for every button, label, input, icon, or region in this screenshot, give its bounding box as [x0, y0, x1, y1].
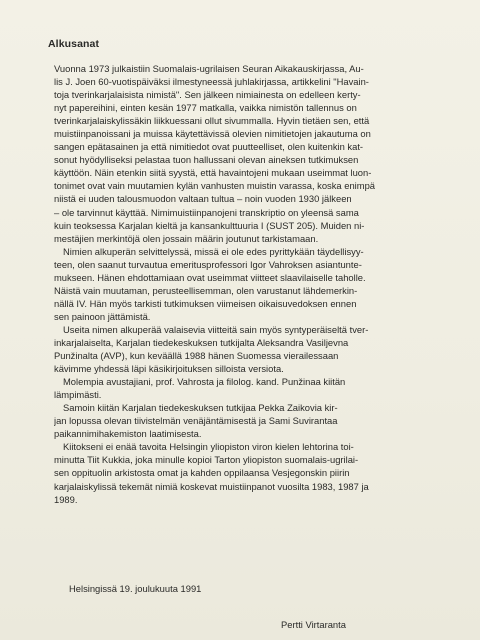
text-line: nyt papereihini, einten kesän 1977 matkalla, vaikka nimistön tallennus on [54, 102, 357, 114]
text-line: Nimien alkuperän selvittelyssä, missä ei ole edes pyrittykään täydellisyy- [63, 245, 364, 257]
text-line: sangen epätasainen ja että nimitiedot ovat puutteelliset, olen kuitenkin kat- [54, 141, 364, 153]
paragraph [54, 245, 441, 323]
text-line: teen, olen saanut turvautua emeritusprofessori Igor Vahroksen asiantunte- [54, 258, 362, 270]
text-line: Punžinalta (AVP), kun keväällä 1988 hänen Suomessa vierailessaan [54, 350, 339, 362]
text-line: minutta Tiit Kukkia, joka minulle kopioi Tarton yliopiston suomalais-ugrilai- [54, 454, 359, 466]
text-line: sonut hyödylliseksi pelastaa tuon hallussani olevan aineksen tutkimuksen [54, 154, 359, 166]
paragraph [54, 375, 441, 401]
text-line: sen painoon jättämistä. [54, 310, 151, 322]
text-line: Samoin kiitän Karjalan tiedekeskuksen tutkijaa Pekka Zaikovia kir- [63, 402, 338, 414]
text-line: toja tverinkarjalaisista nimistä". Sen jälkeen nimiainesta on edelleen kerty- [54, 89, 361, 101]
paragraph [54, 401, 441, 440]
text-line: Useita nimen alkuperää valaisevia viitteitä sain myös syntyperäiseltä tver- [63, 323, 369, 335]
text-line: käyttöön. Näin etenkin siitä syystä, että havaintojeni mukaan useimmat luon- [54, 167, 372, 179]
text-line: mestäjien merkintöjä olen jossain määrin joutunut tarkistamaan. [54, 232, 319, 244]
text-line: Molempia avustajiani, prof. Vahrosta ja filolog. kand. Punžinaa kiitän [63, 376, 346, 388]
text-line: lämpimästi. [54, 389, 102, 401]
paragraph [54, 440, 441, 505]
text-line: mukseen. Hänen ehdottamiaan ovat useimmat viitteet slaavilaiselle taholle. [54, 271, 366, 283]
text-line: Näistä vain muutaman, perusteellisemman, olen varustanut lähdemerkin- [54, 284, 358, 296]
paragraph [54, 323, 441, 375]
text-line: inkarjalaiselta, Karjalan tiedekeskuksen tutkijalta Aleksandra Vasiljevna [54, 336, 349, 348]
text-line: kuin teoksessa Karjalan kieltä ja kansankulttuuria I (SUST 205). Muiden ni- [54, 219, 365, 231]
author-signature: Pertti Virtaranta [281, 619, 346, 630]
text-line: karjalaiskylissä tekemät nimiä koskevat muistiinpanot vuosilta 1983, 1987 ja [54, 480, 369, 492]
text-line: nällä IV. Hän myös tarkisti tutkimuksen viimeisen oikaisuvedoksen ennen [54, 297, 357, 309]
text-line: – ole tarvinnut käyttää. Nimimuistiinpanojeni transkriptio on yleensä sama [54, 206, 359, 218]
text-line: kävimme yhdessä läpi käsikirjoituksen silloista versiota. [54, 363, 284, 375]
text-line: sen oppituolin arkistosta omat ja kahden oppilaansa Vesjegonskin piirin [54, 467, 350, 479]
text-line: Vuonna 1973 julkaistiin Suomalais-ugrilaisen Seuran Aikakauskirjassa, Au- [54, 63, 364, 74]
date-line: Helsingissä 19. joulukuuta 1991 [69, 583, 202, 594]
text-line: tonimet ovat vain muutamien kylän vanhusten muistin varassa, koska enimpä [54, 180, 375, 192]
text-line: jan lopussa olevan tiivistelmän venäjäntämisestä ja Sami Suvirantaa [54, 415, 338, 427]
text-line: 1989. [54, 493, 78, 505]
text-line: paikannimihakemiston laatimisesta. [54, 428, 202, 440]
text-line: tverinkarjalaiskylissäkin liikkuessani ollut sivummalla. Hyvin tietäen sen, että [54, 115, 370, 127]
text-line: Kiitokseni ei enää tavoita Helsingin yliopiston viron kielen lehtorina toi- [63, 441, 354, 453]
preface-body [54, 62, 441, 506]
text-line: lis J. Joen 60-vuotispäiväksi ilmestyneessä juhlakirjassa, artikkelini "Havain- [54, 76, 369, 88]
paragraph [54, 62, 441, 245]
text-line: niistä ei uuden talousmuodon valtaan tultua – noin vuoden 1930 jälkeen [54, 193, 352, 205]
text-line: muistiinpanoissani ja muissa käytettävissä olevien nimitietojen jakautuma on [54, 128, 371, 140]
preface-heading: Alkusanat [48, 38, 100, 50]
